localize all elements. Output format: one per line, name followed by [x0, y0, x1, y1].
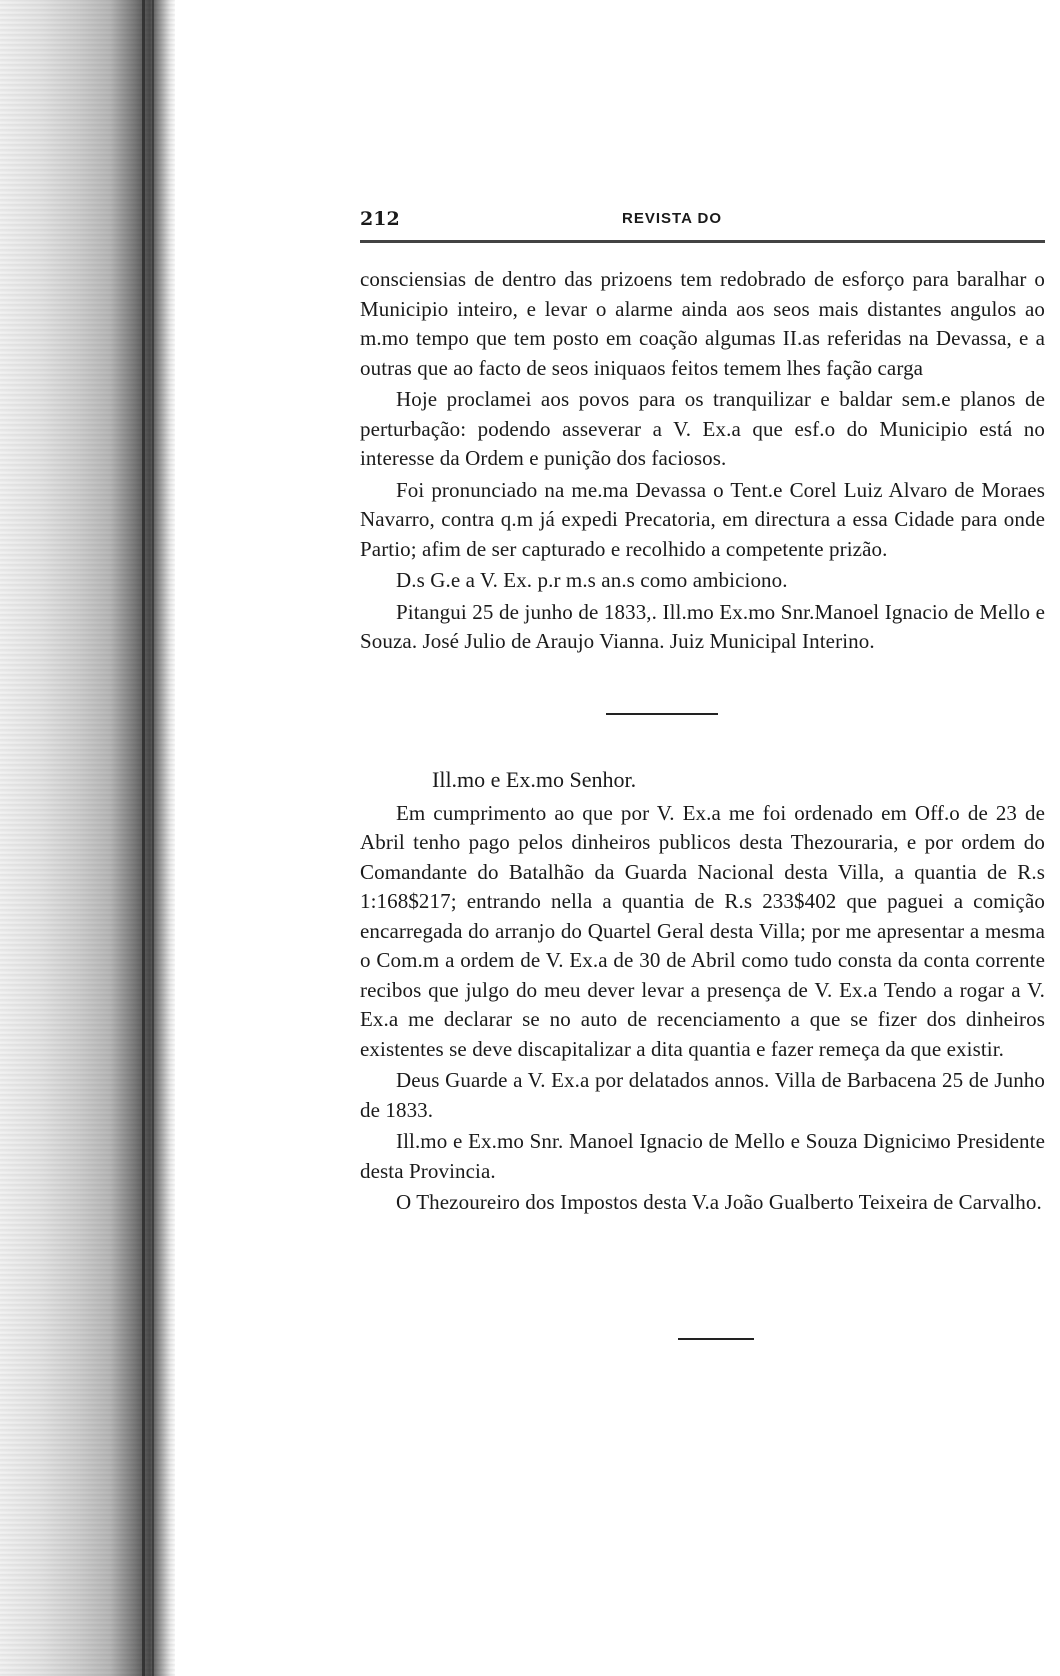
salutation: Ill.mo e Ex.mo Senhor. — [432, 766, 637, 792]
letter-1 — [360, 265, 1045, 657]
paragraph: O Thezoureiro dos Impostos desta V.a João Gualberto Teixeira de Carvalho. — [396, 1190, 1042, 1214]
paragraph: D.s G.e a V. Ex. p.r m.s an.s como ambiciono. — [396, 568, 788, 592]
paragraph: Hoje proclamei aos povos para os tranquilizar e baldar sem.e planos de perturbação: podendo asseverar a V. Ex.a que esf.o do Municipio está no interesse da Ordem e punição dos faciosos. — [360, 387, 1045, 470]
paragraph: Pitangui 25 de junho de 1833,. Ill.mo Ex.mo Snr.Manoel Ignacio de Mello e Souza. José Julio de Araujo Vianna. Juiz Municipal Interino. — [360, 599, 1045, 653]
document-page — [360, 200, 1045, 1340]
binding-shadow-line — [142, 0, 145, 1676]
paragraph: Deus Guarde a V. Ex.a por delatados annos. Villa de Barbacena 25 de Junho de 1833. — [360, 1068, 1045, 1122]
header-rule — [360, 240, 1045, 243]
page-number: 212 — [360, 208, 400, 230]
end-rule — [678, 1338, 754, 1340]
paragraph: Foi pronunciado na me.ma Devassa o Tent.e Corel Luiz Alvaro de Moraes Navarro, contra q.m já expedi Precatoria, em directura a essa Cidade para onde Partio; afim de ser capturado e recolhido a competente prizão. — [360, 477, 1045, 561]
page-header — [360, 200, 1045, 234]
binding-shadow-line — [152, 0, 154, 1676]
scanned-binding-edge — [0, 0, 175, 1676]
paragraph: consciensias de dentro das prizoens tem redobrado de esforço para baralhar o Municipio inteiro, e levar o alarme ainda aos seos mais distantes angulos ao m.mo tempo que tem posto em coação algumas II.as referidas na Devassa, e a outras que ao facto de seos iniquaos feitos temem lhes fação carga — [360, 267, 1045, 380]
section-separator — [606, 713, 718, 715]
running-head: REVISTA DO — [622, 210, 723, 227]
paragraph: Ill.mo e Ex.mo Snr. Manoel Ignacio de Mello e Souza Digniciмo Presidente desta Provincia. — [360, 1129, 1045, 1183]
paragraph: Em cumprimento ao que por V. Ex.a me foi ordenado em Off.o de 23 de Abril tenho pago pelos dinheiros publicos desta Thezouraria, e por ordem do Comandante do Batalhão da Guarda Nacional desta Villa, a quantia de R.s 1:168$217; entrando nella a quantia de R.s 233$402 que paguei a comição encarregada do arranjo do Quartel Geral desta Villa; por me apresentar a mesma o Com.m a ordem de V. Ex.a de 30 de Abril como tudo consta da conta corrente recibos que julgo do meu dever levar a presença de V. Ex.a Tendo a rogar a V. Ex.a me declarar se no auto de recenciamento a que se fizer dos dinheiros existentes se deve discapitalizar a dita quantia e fazer remeça da que existir. — [360, 800, 1045, 1061]
letter-2 — [360, 799, 1045, 1218]
